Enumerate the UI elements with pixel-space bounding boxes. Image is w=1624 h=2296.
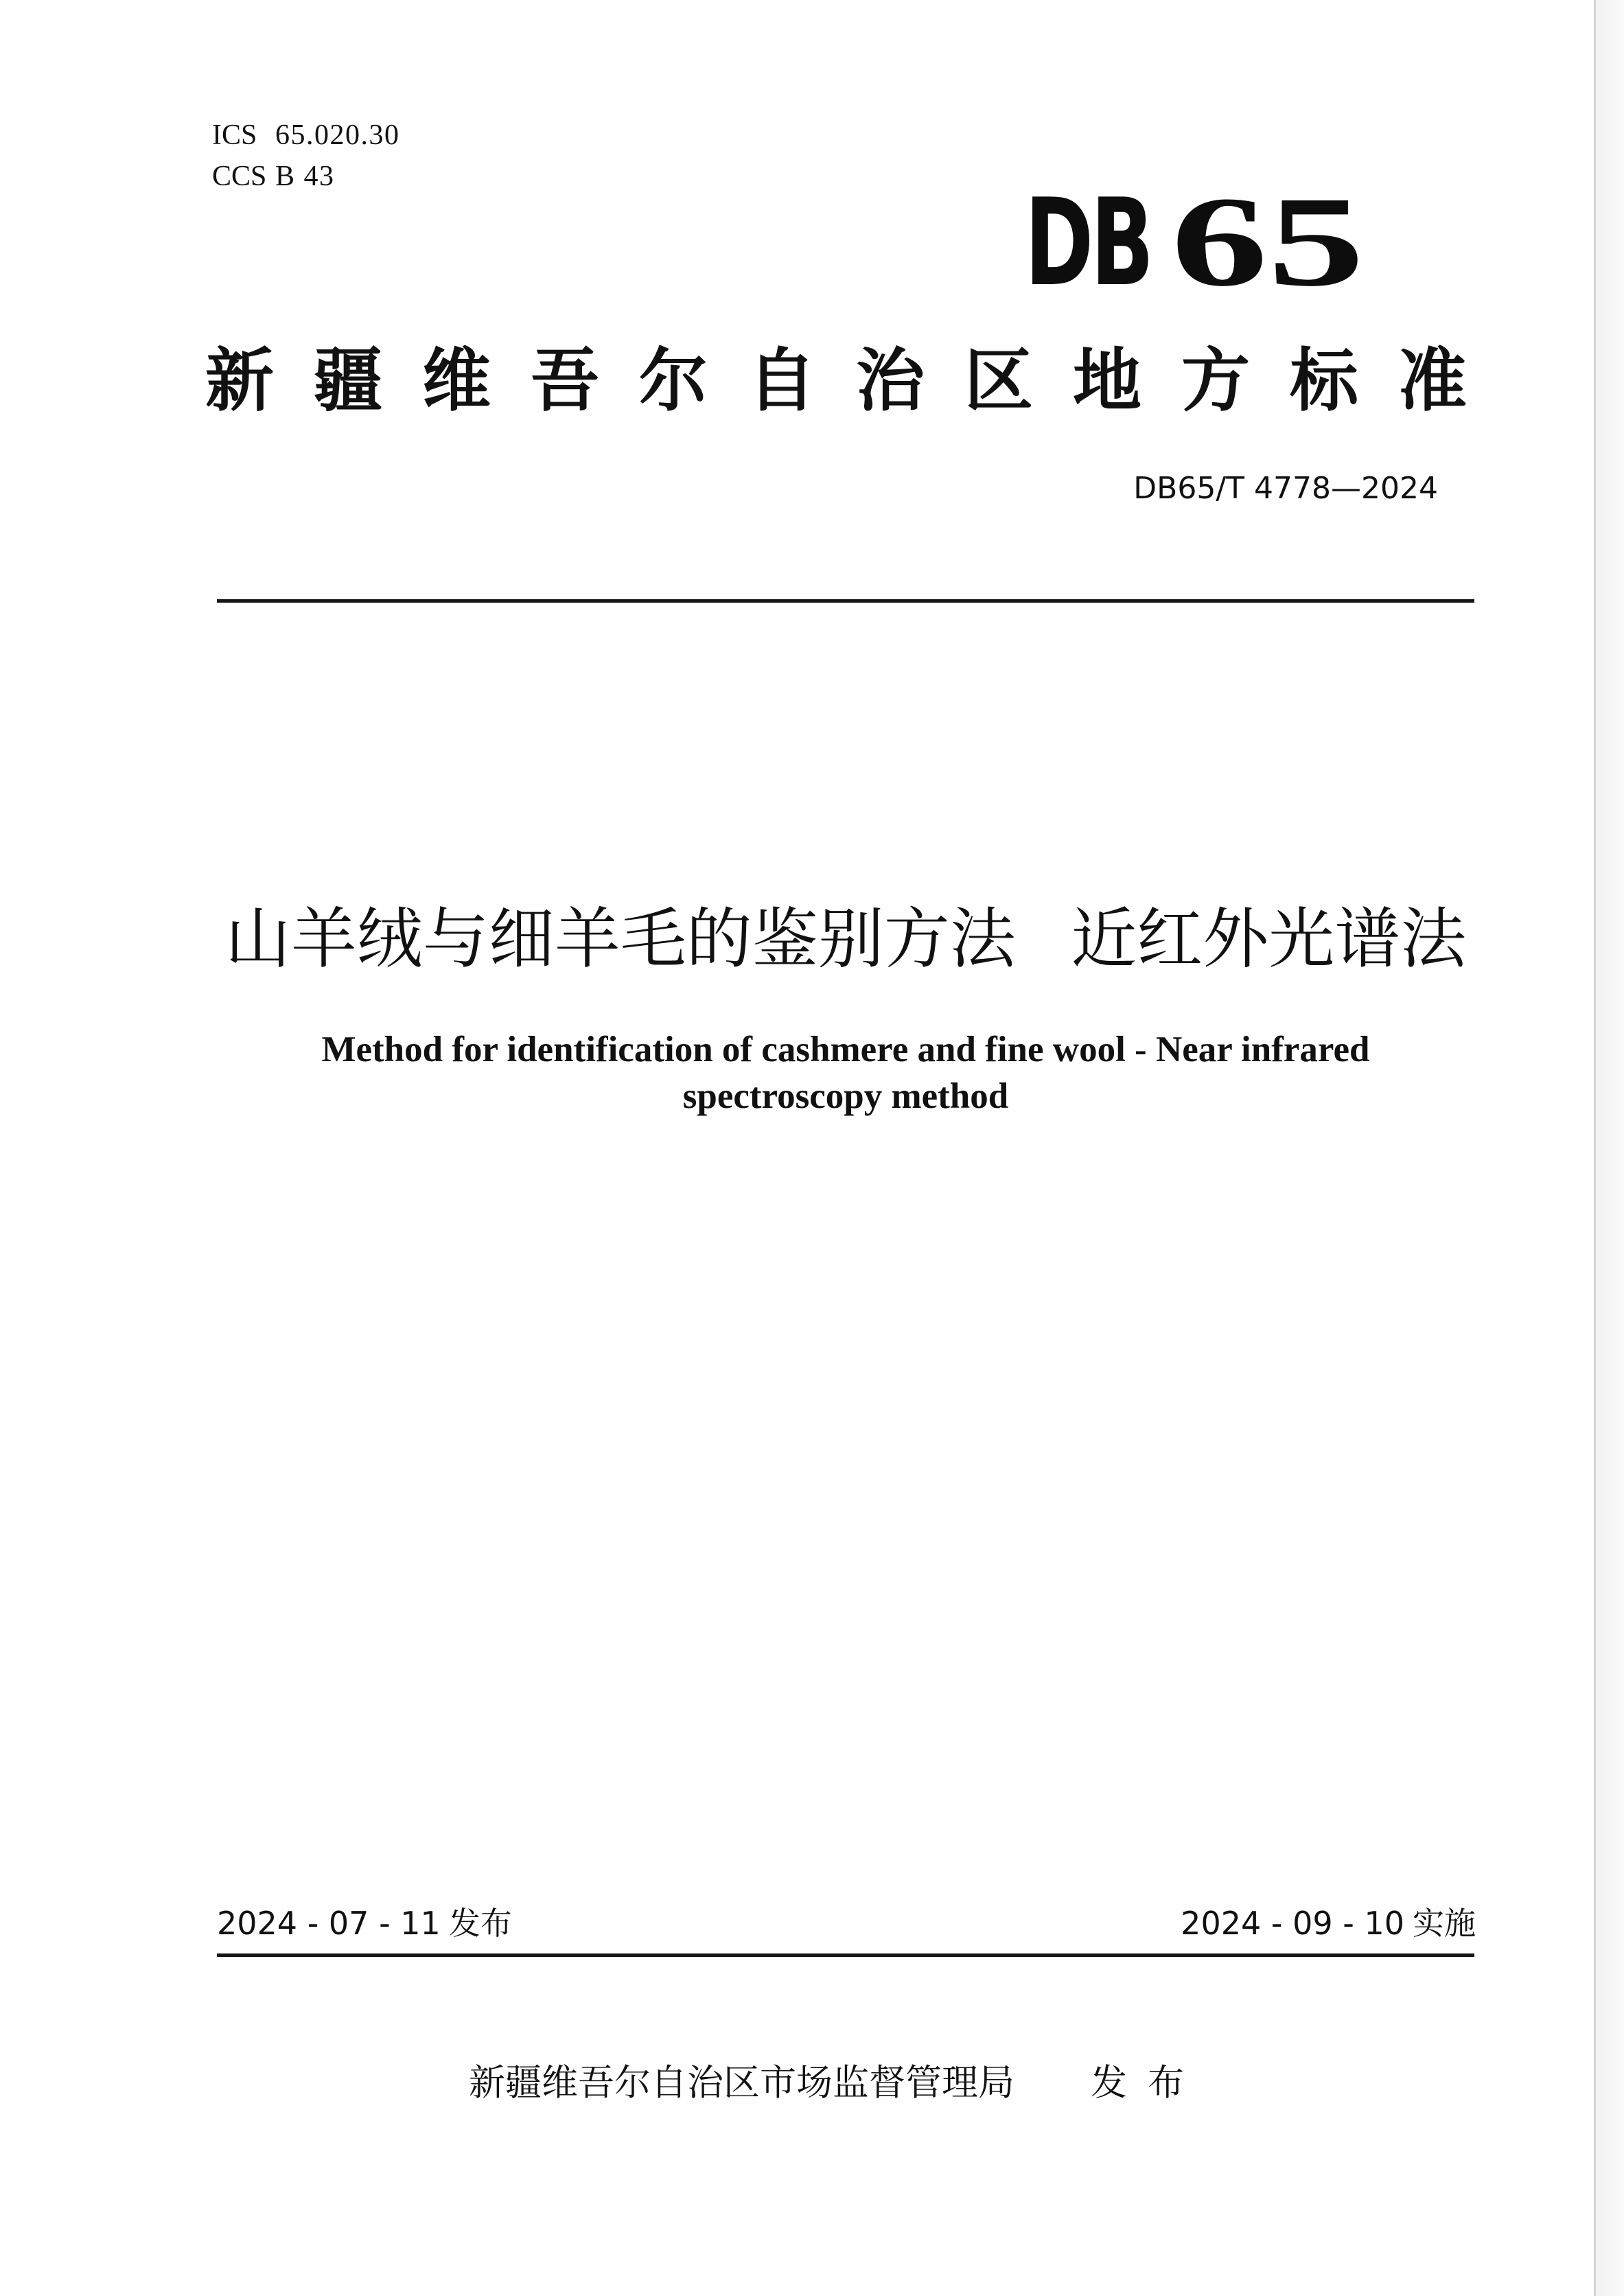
standard-number: DB65/T 4778—2024 xyxy=(1133,471,1438,506)
bottom-rule xyxy=(217,1953,1474,1957)
ics-label: ICS xyxy=(212,119,257,151)
top-rule xyxy=(217,599,1474,603)
standard-type-heading: 新疆维吾尔自治区地方标准 xyxy=(205,340,1507,421)
title-english-line-2: spectroscopy method xyxy=(682,1076,1009,1116)
title-chinese: 山羊绒与细羊毛的鉴别方法 近红外光谱法 xyxy=(224,901,1467,977)
title-english xyxy=(217,1026,1474,1120)
ics-code: 65.020.30 xyxy=(275,119,400,151)
implement-date-block xyxy=(1181,1905,1476,1942)
issuer-name: 新疆维吾尔自治区市场监督管理局 xyxy=(469,2062,1014,2104)
implement-label: 实施 xyxy=(1413,1905,1476,1942)
ccs-line xyxy=(212,162,335,191)
ccs-label: CCS xyxy=(212,161,267,192)
publish-date-block xyxy=(217,1905,512,1942)
publish-date: 2024 - 07 - 11 xyxy=(217,1905,441,1942)
ccs-code: B 43 xyxy=(275,161,335,192)
publish-label: 发布 xyxy=(448,1905,512,1942)
db-logo-number: 65 xyxy=(1171,170,1365,313)
issuer-action: 发布 xyxy=(1091,2062,1205,2104)
scan-edge-line xyxy=(1594,0,1596,2296)
implement-date: 2024 - 09 - 10 xyxy=(1181,1905,1404,1942)
scan-edge-shade xyxy=(1596,0,1624,2296)
title-english-line-1: Method for identification of cashmere and fine wool - Near infrared xyxy=(321,1030,1370,1069)
db-logo-prefix: DB xyxy=(1025,174,1151,313)
ics-line xyxy=(212,121,400,150)
